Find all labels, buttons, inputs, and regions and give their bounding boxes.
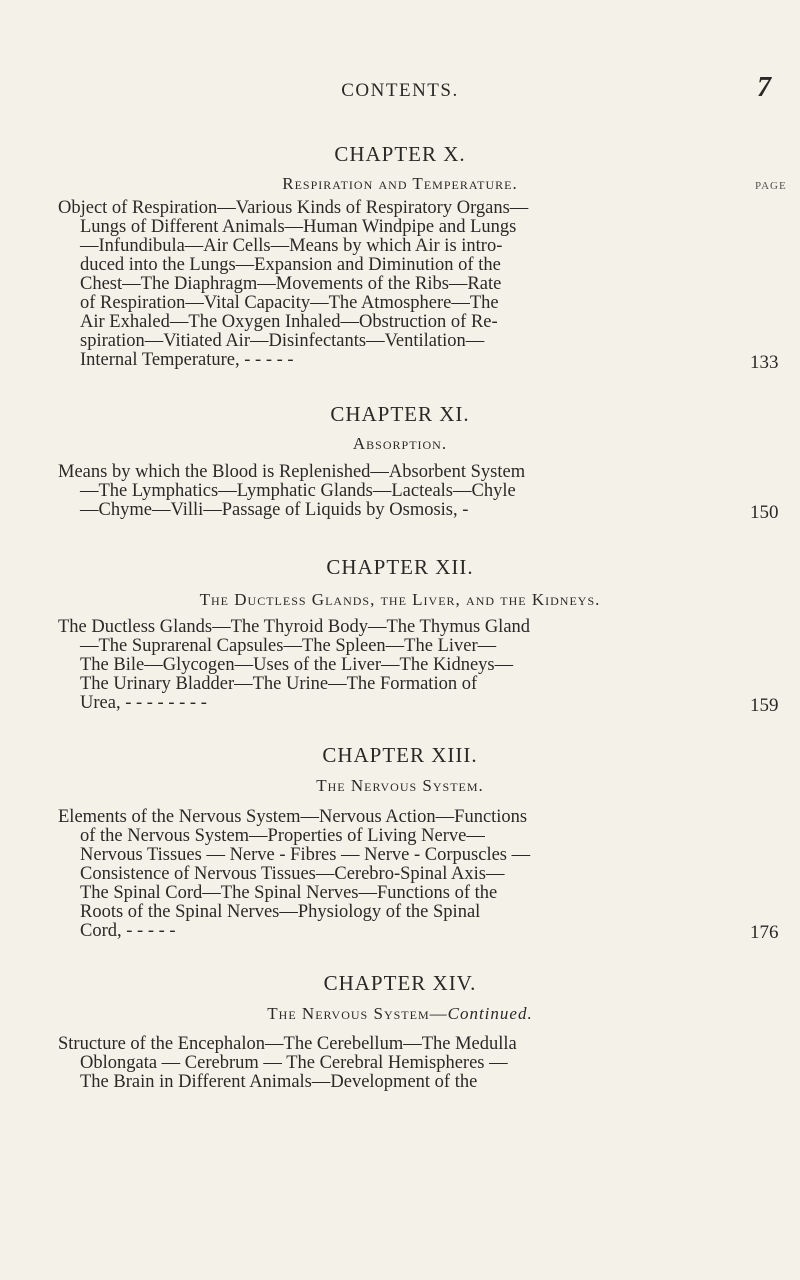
entry-line: duced into the Lungs—Expansion and Diminution of the xyxy=(80,255,501,275)
entry-line: Cord, - - - - - xyxy=(80,921,176,941)
folio-number: 7 xyxy=(757,72,771,103)
entry-line: —The Lymphatics—Lymphatic Glands—Lacteals—Chyle xyxy=(80,481,516,501)
chapter-heading: CHAPTER XIV. xyxy=(323,971,477,995)
entry-line: Elements of the Nervous System—Nervous Action—Functions xyxy=(58,807,528,827)
page-number: 150 xyxy=(750,502,779,523)
entry-line: Consistence of Nervous Tissues—Cerebro-Spinal Axis— xyxy=(80,864,505,884)
chapter-heading: CHAPTER XIII. xyxy=(322,743,478,767)
entry-line: Lungs of Different Animals—Human Windpipe and Lungs xyxy=(80,217,517,237)
entry-line: Oblongata — Cerebrum — The Cerebral Hemispheres — xyxy=(80,1053,508,1073)
chapter-heading: CHAPTER XII. xyxy=(326,555,474,579)
entry-line: The Brain in Different Animals—Development of the xyxy=(80,1072,478,1092)
entry-line: spiration—Vitiated Air—Disinfectants—Ventilation— xyxy=(80,331,485,351)
entry-line: The Bile—Glycogen—Uses of the Liver—The Kidneys— xyxy=(80,655,514,675)
entry-line: Structure of the Encephalon—The Cerebellum—The Medulla xyxy=(58,1034,517,1054)
page-number: 159 xyxy=(750,695,779,716)
entry-line: —The Suprarenal Capsules—The Spleen—The Liver— xyxy=(80,636,497,656)
chapter-subtitle: Respiration and Temperature. xyxy=(282,174,518,193)
chapter-subtitle: Absorption. xyxy=(352,434,448,453)
running-title: CONTENTS. xyxy=(341,80,459,101)
subtitle-continued: Continued. xyxy=(447,1004,533,1023)
subtitle-main: The Nervous System— xyxy=(267,1004,448,1023)
entry-line: Object of Respiration—Various Kinds of Respiratory Organs— xyxy=(58,198,529,218)
page-column-label: PAGE xyxy=(755,180,787,192)
chapter-subtitle: The Nervous System. xyxy=(316,776,484,795)
chapter-entry xyxy=(58,1035,658,1092)
chapter-heading: CHAPTER X. xyxy=(334,142,466,166)
entry-line: The Urinary Bladder—The Urine—The Formation of xyxy=(80,674,478,694)
entry-line: Roots of the Spinal Nerves—Physiology of the Spinal xyxy=(80,902,481,922)
entry-line: Urea, - - - - - - - - xyxy=(80,693,207,713)
entry-line: The Spinal Cord—The Spinal Nerves—Functions of the xyxy=(80,883,498,903)
entry-line: of the Nervous System—Properties of Living Nerve— xyxy=(80,826,485,846)
entry-line: Chest—The Diaphragm—Movements of the Ribs—Rate xyxy=(80,274,502,294)
page-number: 133 xyxy=(750,352,779,373)
chapter-entry xyxy=(58,808,658,941)
chapter-subtitle: The Ductless Glands, the Liver, and the Kidneys. xyxy=(199,590,601,609)
entry-line: —Chyme—Villi—Passage of Liquids by Osmosis, - xyxy=(80,500,469,520)
chapter-entry xyxy=(58,463,658,520)
entry-line: —Infundibula—Air Cells—Means by which Air is intro- xyxy=(80,236,503,256)
chapter-entry xyxy=(58,199,658,370)
entry-line: Internal Temperature, - - - - - xyxy=(80,350,294,370)
entry-line: The Ductless Glands—The Thyroid Body—The Thymus Gland xyxy=(58,617,531,637)
entry-line: Air Exhaled—The Oxygen Inhaled—Obstruction of Re- xyxy=(80,312,498,332)
chapter-heading: CHAPTER XI. xyxy=(330,402,470,426)
entry-line: Nervous Tissues — Nerve - Fibres — Nerve - Corpuscles — xyxy=(80,845,531,865)
page-number: 176 xyxy=(750,922,779,943)
chapter-entry xyxy=(58,618,658,713)
entry-line: Means by which the Blood is Replenished—Absorbent System xyxy=(58,462,526,482)
entry-line: of Respiration—Vital Capacity—The Atmosphere—The xyxy=(80,293,499,313)
chapter-subtitle xyxy=(0,1004,800,1024)
